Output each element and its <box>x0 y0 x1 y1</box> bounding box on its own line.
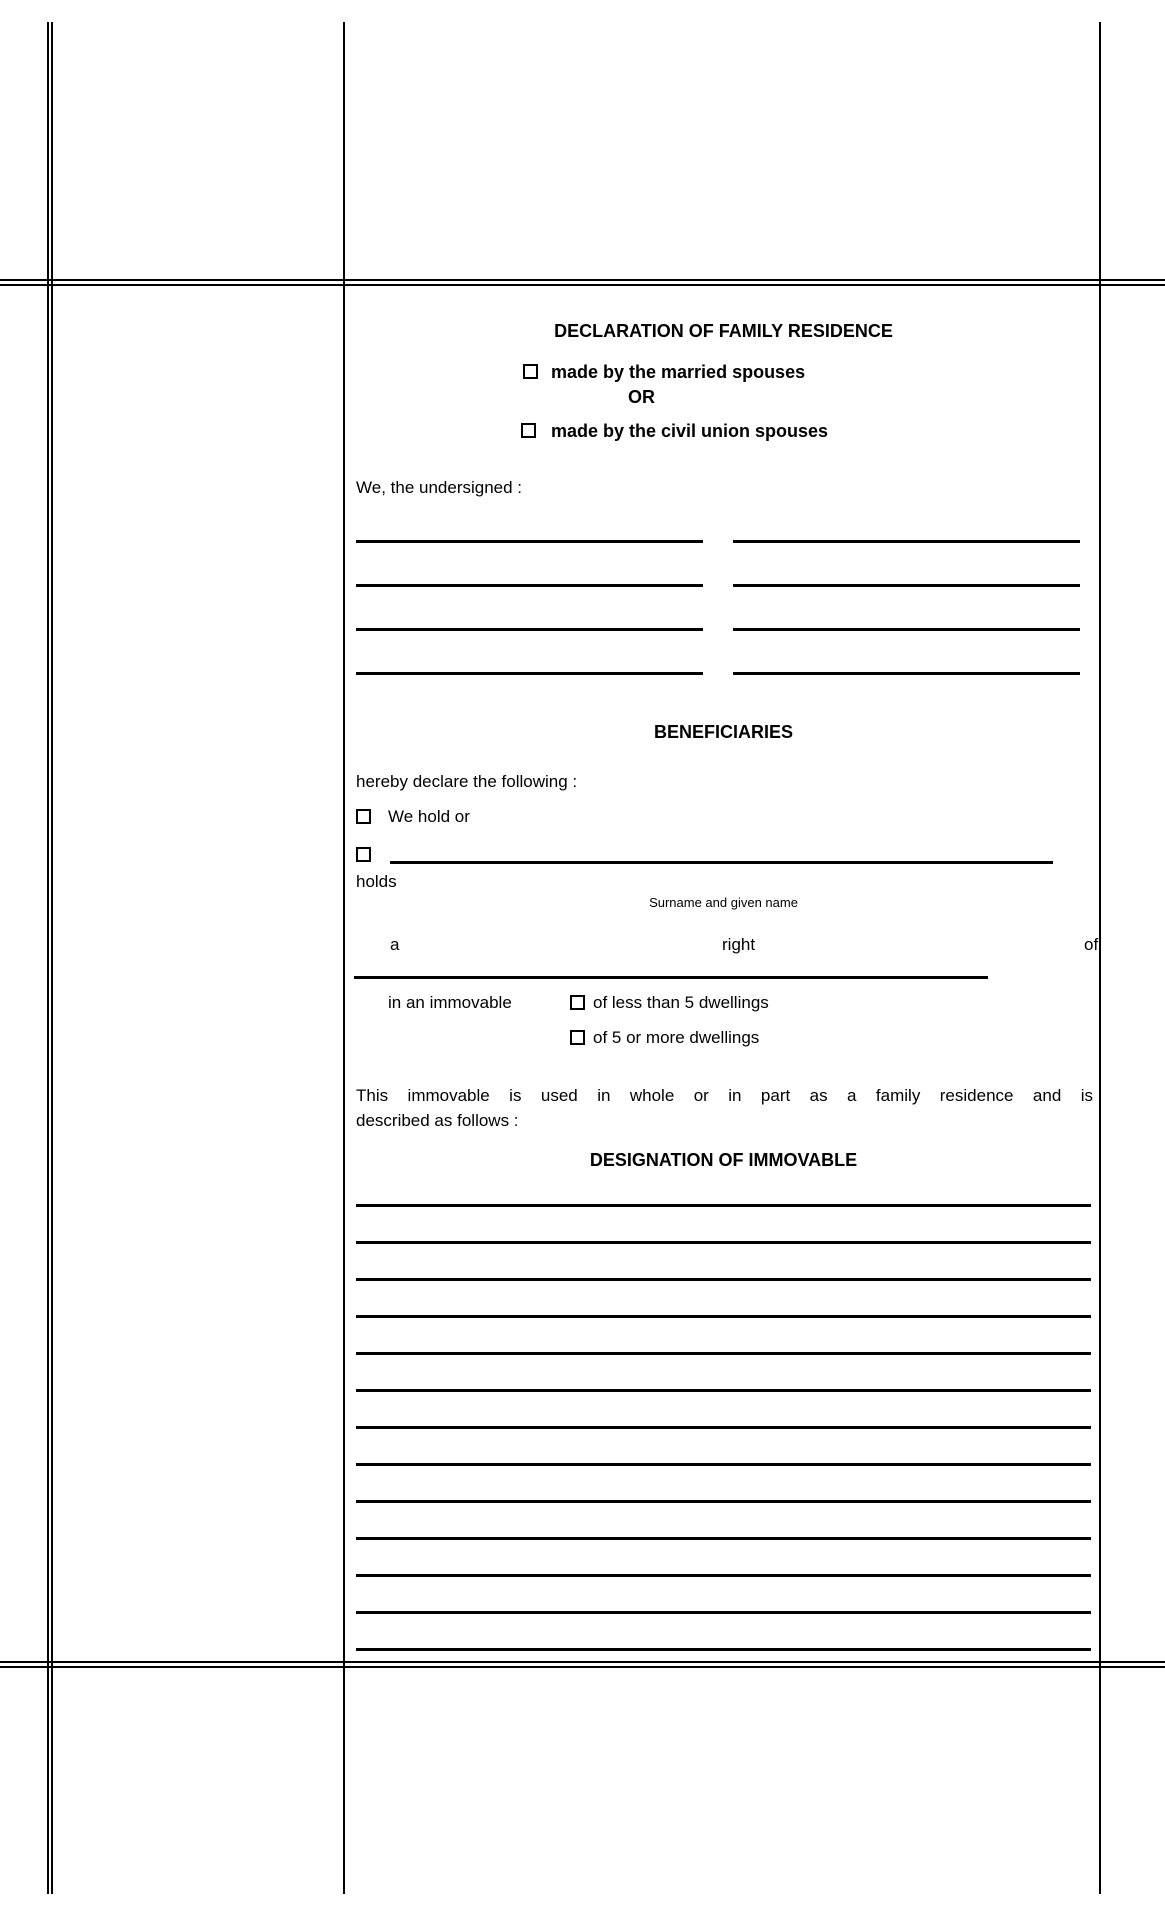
designation-blank-line <box>356 1463 1091 1466</box>
designation-blank-line <box>356 1278 1091 1281</box>
undersigned-label: We, the undersigned : <box>356 478 523 497</box>
we-hold-or-label: We hold or <box>388 807 470 826</box>
designation-blank-line <box>356 1426 1091 1429</box>
signature-blank-line <box>733 540 1080 543</box>
signature-blank-line <box>733 628 1080 631</box>
designation-blank-line <box>356 1574 1091 1577</box>
checkbox-5-or-more-dwellings <box>570 1030 585 1045</box>
of-label: of <box>1084 935 1099 954</box>
top-section-divider <box>0 279 1165 286</box>
content-right-rule <box>1099 22 1101 1894</box>
signature-blank-line <box>356 672 703 675</box>
paragraph-line-2: described as follows : <box>356 1111 519 1130</box>
signature-blank-line <box>356 628 703 631</box>
signature-blank-line <box>356 540 703 543</box>
five-or-more-label: of 5 or more dwellings <box>593 1028 760 1047</box>
designation-blank-line <box>356 1204 1091 1207</box>
checkbox-civil-union-spouses <box>521 423 536 438</box>
checkbox-married-spouses <box>523 364 538 379</box>
right-label: right <box>722 935 756 954</box>
checkbox-less-than-5-dwellings <box>570 995 585 1010</box>
married-spouses-label: made by the married spouses <box>551 362 806 382</box>
designation-blank-line <box>356 1389 1091 1392</box>
designation-blank-line <box>356 1315 1091 1318</box>
designation-blank-line <box>356 1648 1091 1651</box>
designation-blank-line <box>356 1611 1091 1614</box>
checkbox-holder-name <box>356 847 371 862</box>
holder-name-blank-line <box>390 861 1053 864</box>
declare-label: hereby declare the following : <box>356 772 578 791</box>
holds-label: holds <box>356 872 397 891</box>
in-an-immovable-label: in an immovable <box>388 993 512 1012</box>
signature-blank-line <box>356 584 703 587</box>
civil-union-spouses-label: made by the civil union spouses <box>551 421 829 441</box>
left-margin-double-rule <box>47 22 53 1894</box>
right-type-blank-line <box>354 976 988 979</box>
signature-blank-line <box>733 584 1080 587</box>
or-label: OR <box>628 387 655 407</box>
designation-blank-line <box>356 1241 1091 1244</box>
less-than-5-label: of less than 5 dwellings <box>593 993 769 1012</box>
designation-heading: DESIGNATION OF IMMOVABLE <box>589 1150 858 1170</box>
form-title: DECLARATION OF FAMILY RESIDENCE <box>554 321 893 341</box>
beneficiaries-heading: BENEFICIARIES <box>653 722 794 742</box>
signature-lines <box>356 540 1080 680</box>
checkbox-we-hold <box>356 809 371 824</box>
designation-lines <box>356 1204 1091 1685</box>
designation-blank-line <box>356 1500 1091 1503</box>
a-label: a <box>390 935 400 954</box>
designation-blank-line <box>356 1352 1091 1355</box>
content-left-rule <box>343 22 345 1894</box>
signature-blank-line <box>733 672 1080 675</box>
surname-caption: Surname and given name <box>649 895 798 910</box>
designation-blank-line <box>356 1537 1091 1540</box>
paragraph-line-1: This immovable is used in whole or in part as a family residence and is <box>356 1086 1093 1105</box>
immovable-usage-paragraph <box>356 1083 1093 1133</box>
